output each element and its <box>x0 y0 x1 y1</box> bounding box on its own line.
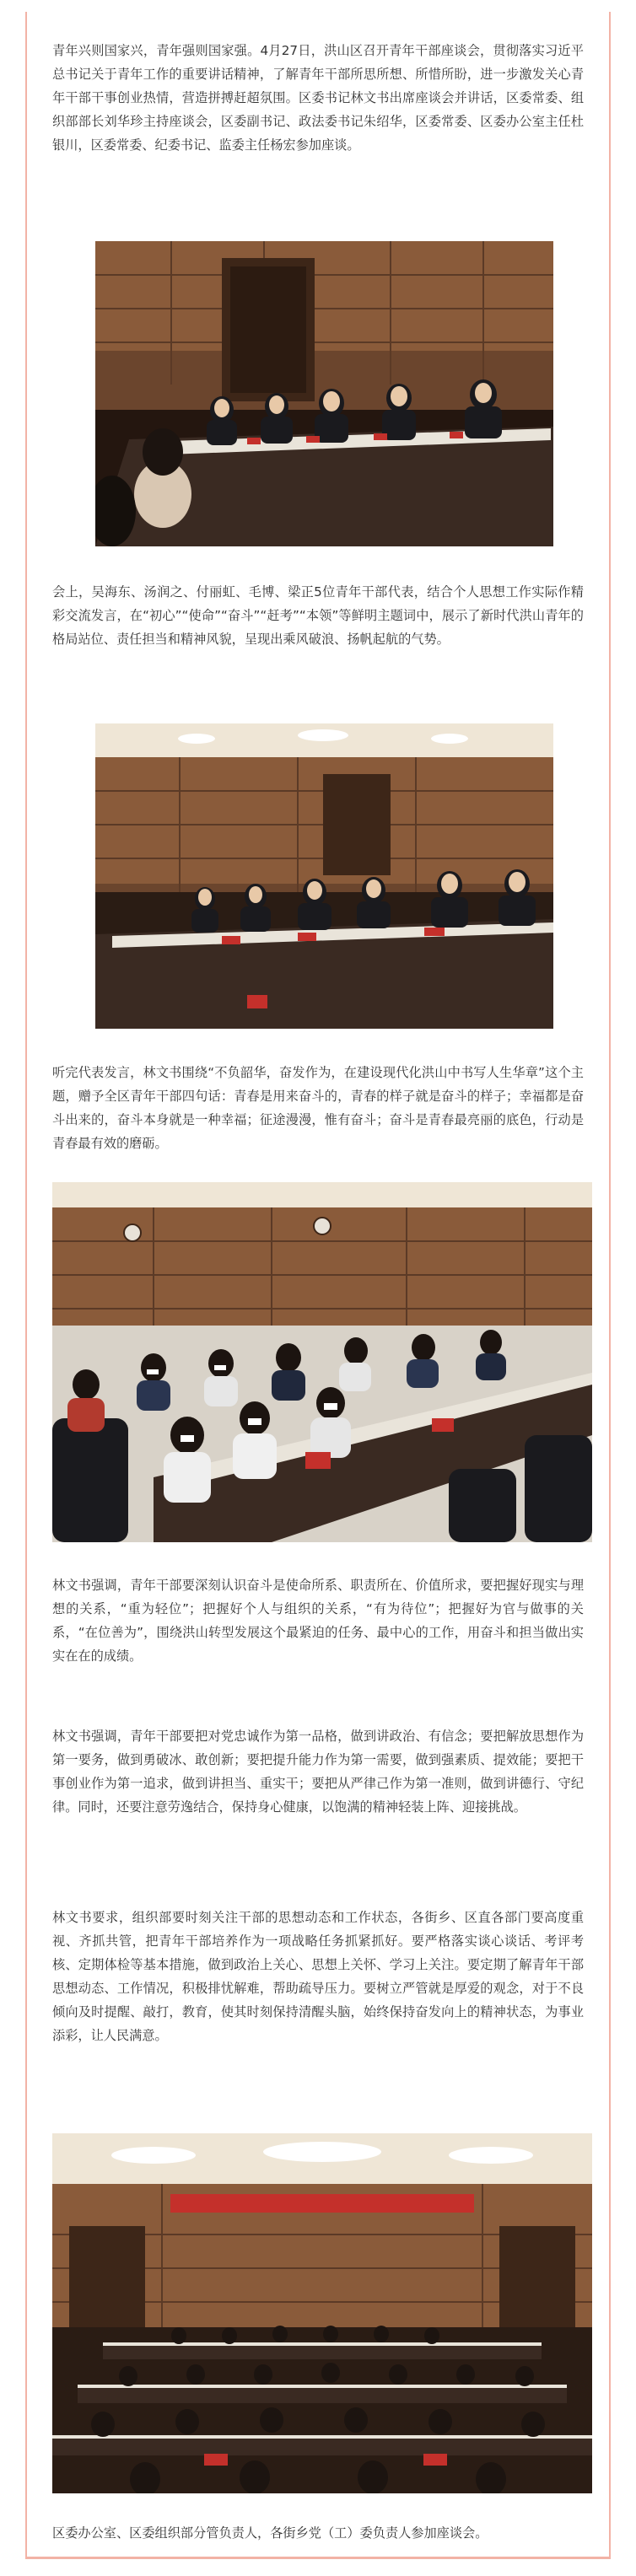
meeting-photo-speakers <box>95 723 553 1029</box>
meeting-photo-hall <box>52 2133 592 2493</box>
article-border-bottom <box>25 2557 611 2559</box>
paragraph-emphasis-2: 林文书强调，青年干部要把对党忠诚作为第一品格，做到讲政治、有信念；要把解放思想作为第一要务，做到勇破冰、敢创新；要把提升能力作为第一需要，做到强素质、提效能；要把干事创业作为第一追求，做到讲担当、重实干；要把从严律己作为第一准则，做到讲德行、守纪律。同时，还要注意劳逸结合，保持身心健康，以饱满的精神轻装上阵、迎接挑战。 <box>52 1729 584 1815</box>
meeting-photo-leaders <box>95 241 553 546</box>
meeting-photo-attendees <box>52 1182 592 1542</box>
paragraph-speakers: 会上，吴海东、汤润之、付丽虹、毛博、梁正5位青年干部代表，结合个人思想工作实际作精彩交流发言，在“初心”“使命”“奋斗”“赶考”“本领”等鲜明主题词中，展示了新时代洪山青年的格局站位、责任担当和精神风貌，呈现出乘风破浪、扬帆起航的气势。 <box>52 584 584 647</box>
closing-note: 区委办公室、区委组织部分管负责人，各街乡党（工）委负责人参加座谈会。 <box>52 2525 488 2541</box>
paragraph-requirements: 林文书要求，组织部要时刻关注干部的思想动态和工作状态，各街乡、区直各部门要高度重视、齐抓共管，把青年干部培养作为一项战略任务抓紧抓好。要严格落实谈心谈话、考评考核、定期体检等基本措施，做到政治上关心、思想上关怀、学习上关注。要定期了解青年干部思想动态、工作情况，积极排忧解难，帮助疏导压力。要树立严管就是厚爱的观念，对于不良倾向及时提醒、敲打，教育，使其时刻保持清醒头脑，始终保持奋发向上的精神状态，为事业添彩，让人民满意。 <box>52 1910 584 2043</box>
paragraph-intro: 青年兴则国家兴，青年强则国家强。4月27日，洪山区召开青年干部座谈会，贯彻落实习近平总书记关于青年工作的重要讲话精神，了解青年干部所思所想、所惜所盼，进一步激发关心青年干部干事创业热情，营造拼搏赶超氛围。区委书记林文书出席座谈会并讲话，区委常委、组织部部长刘华珍主持座谈会，区委副书记、政法委书记朱绍华，区委常委、区委办公室主任杜银川，区委常委、纪委书记、监委主任杨宏参加座谈。 <box>52 43 584 153</box>
paragraph-emphasis-1: 林文书强调，青年干部要深刻认识奋斗是使命所系、职责所在、价值所求，要把握好现实与理想的关系，“重为轻位”；把握好个人与组织的关系，“有为待位”；把握好为官与做事的关系，“在位善为”，围绕洪山转型发展这个最紧迫的任务、最中心的工作，用奋斗和担当做出实实在在的成绩。 <box>52 1578 584 1664</box>
paragraph-remarks: 听完代表发言，林文书围绕“不负韶华，奋发作为，在建设现代化洪山中书写人生华章”这个主题，赠予全区青年干部四句话：青春是用来奋斗的，青春的样子就是奋斗的样子；幸福都是奋斗出来的，奋斗本身就是一种幸福；征途漫漫，惟有奋斗；奋斗是青春最亮丽的底色，行动是青春最有效的磨砺。 <box>52 1065 584 1151</box>
